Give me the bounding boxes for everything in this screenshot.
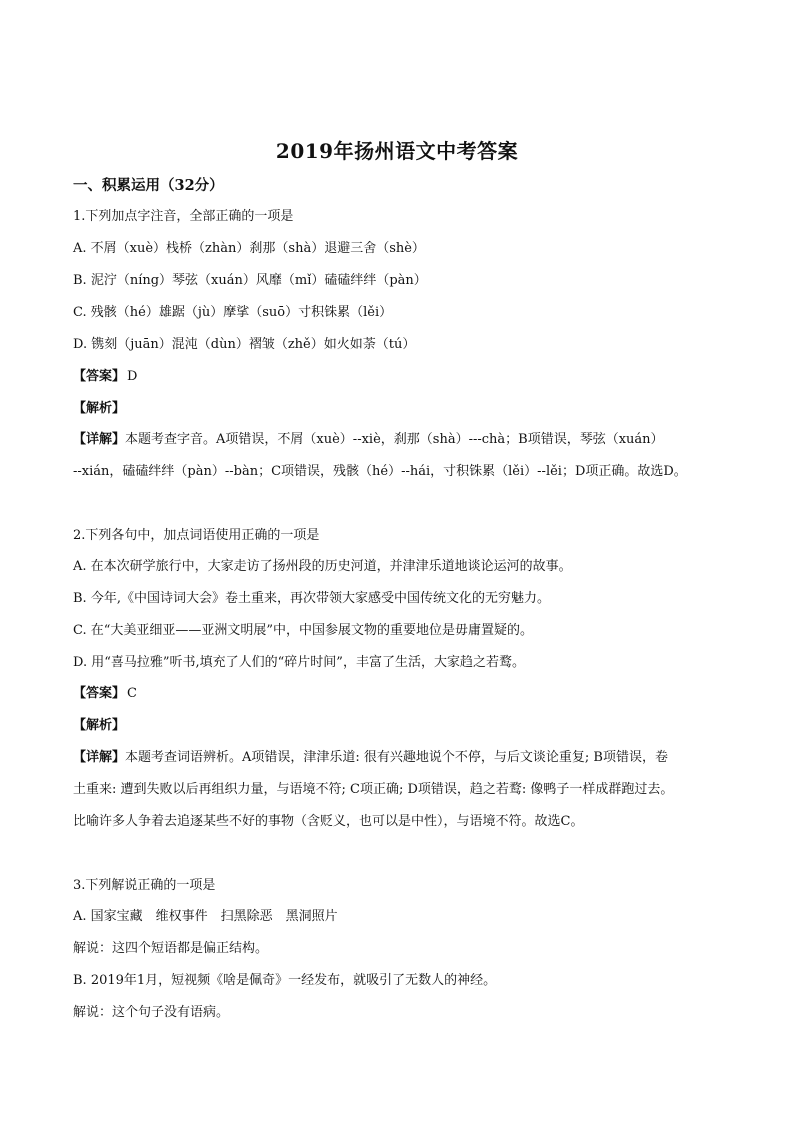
question-1-option-c: C. 残骸（hé）雄踞（jù）摩挲（suō）寸积铢累（lěi） — [73, 305, 393, 320]
question-1-answer — [73, 367, 733, 387]
question-1-analysis-label: 【解析】 — [73, 401, 126, 416]
question-1-stem: 1.下列加点字注音，全部正确的一项是 — [73, 209, 294, 224]
answer-label: 【答案】 — [73, 369, 126, 384]
section-heading: 一、积累运用（32分） — [73, 177, 224, 194]
question-2-detail-line-2: 土重来: 遭到失败以后再组织力量，与语境不符; C项正确; D项错误，趋之若鹜: 像鸭子一样成群跑过去。 — [73, 782, 674, 797]
question-2-detail-line-1 — [73, 748, 733, 768]
question-2-option-b: B. 今年,《中国诗词大会》卷土重来，再次带领大家感受中国传统文化的无穷魅力。 — [73, 591, 550, 606]
question-3-stem: 3.下列解说正确的一项是 — [73, 878, 216, 893]
question-2-option-c: C. 在“大美亚细亚——亚洲文明展”中，中国参展文物的重要地位是毋庸置疑的。 — [73, 623, 534, 638]
question-2-stem: 2.下列各句中，加点词语使用正确的一项是 — [73, 528, 320, 543]
question-2-answer — [73, 684, 733, 704]
question-2-option-d: D. 用“喜马拉雅”听书,填充了人们的“碎片时间”，丰富了生活，大家趋之若鹜。 — [73, 655, 525, 670]
question-1-detail-line-1 — [73, 430, 733, 450]
detail-label: 【详解】 — [73, 750, 126, 765]
detail-text: 本题考查字音。A项错误，不屑（xuè）--xiè，刹那（shà）---chà；B项错误，琴弦（xuán） — [125, 432, 664, 447]
question-1-option-d: D. 镌刻（juān）混沌（dùn）褶皱（zhě）如火如荼（tú） — [73, 337, 416, 352]
detail-label: 【详解】 — [73, 432, 126, 447]
question-1-option-a: A. 不屑（xuè）栈桥（zhàn）刹那（shà）退避三舍（shè） — [73, 241, 425, 256]
question-1-option-b: B. 泥泞（níng）琴弦（xuán）风靡（mǐ）磕磕绊绊（pàn） — [73, 273, 427, 288]
answer-value: D — [127, 369, 138, 384]
question-2-detail-line-3: 比喻许多人争着去追逐某些不好的事物（含贬义，也可以是中性），与语境不符。故选C。 — [73, 814, 584, 829]
detail-text: 本题考查词语辨析。A项错误，津津乐道: 很有兴趣地说个不停，与后文谈论重复; B项错误，卷 — [125, 750, 668, 765]
question-3-line-3: B. 2019年1月，短视频《啥是佩奇》一经发布，就吸引了无数人的神经。 — [73, 973, 497, 988]
question-3-line-4: 解说：这个句子没有语病。 — [73, 1005, 230, 1020]
question-3-line-2: 解说：这四个短语都是偏正结构。 — [73, 941, 269, 956]
answer-label: 【答案】 — [73, 686, 126, 701]
question-2-option-a: A. 在本次研学旅行中，大家走访了扬州段的历史河道，并津津乐道地谈论运河的故事。 — [73, 559, 572, 574]
question-2-analysis-label: 【解析】 — [73, 718, 126, 733]
question-1-detail-line-2: --xián，磕磕绊绊（pàn）--bàn；C项错误，残骸（hé）--hái，寸积铢累（lěi）--lěi；D项正确。故选D。 — [73, 464, 687, 479]
question-3-line-1: A. 国家宝藏 维权事件 扫黑除恶 黑洞照片 — [73, 909, 338, 924]
answer-value: C — [127, 686, 137, 701]
page-title: 2019年扬州语文中考答案 — [275, 139, 519, 163]
